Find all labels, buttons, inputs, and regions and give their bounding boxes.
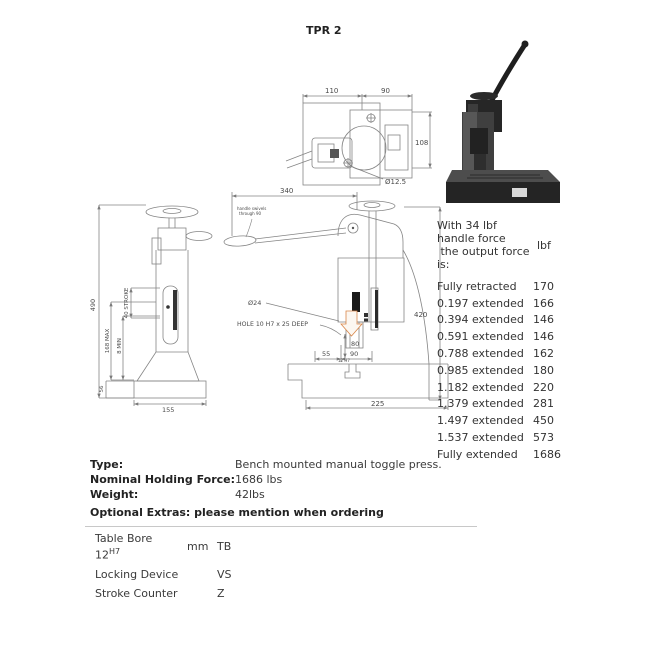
- dim-55-label: 55: [322, 350, 331, 358]
- extra-row-table-bore: [95, 532, 485, 562]
- spec-label: Nominal Holding Force:: [90, 473, 235, 486]
- force-table-header: [437, 219, 569, 271]
- force-row-label: 1.537 extended: [437, 431, 524, 445]
- photo-base-front: [446, 182, 560, 203]
- dim-340-label: 340: [280, 187, 294, 195]
- dim-90-label: 90: [350, 350, 359, 358]
- force-row-value: 162: [533, 347, 554, 361]
- force-header-line: With 34 lbf: [437, 219, 497, 232]
- drawing-top-view: [286, 87, 432, 186]
- force-row-label: Fully retracted: [437, 279, 517, 293]
- spec-label: Weight:: [90, 488, 139, 501]
- force-row-label: 0.985 extended: [437, 363, 524, 377]
- dim-420-label: 420: [414, 311, 428, 319]
- force-row-label: 0.394 extended: [437, 313, 524, 327]
- drawing-side-view: [89, 205, 212, 414]
- dia-24-label: Ø24: [248, 299, 262, 307]
- extra-row-locking-device: [95, 568, 485, 581]
- force-row-value: 573: [533, 431, 554, 445]
- spec-value: 42lbs: [235, 488, 265, 501]
- photo-base-top: [446, 170, 560, 182]
- dim-155-label: 155: [162, 406, 175, 414]
- force-header-line: handle force: [437, 232, 506, 245]
- force-table-row: [437, 412, 569, 429]
- extra-code: Z: [217, 586, 225, 600]
- force-row-value: 170: [533, 279, 554, 293]
- photo-base-label: [512, 188, 527, 197]
- force-row-label: 0.197 extended: [437, 296, 524, 310]
- product-photo: [446, 41, 560, 204]
- dim-90-top-label: 90: [381, 87, 390, 95]
- photo-handle: [492, 46, 524, 100]
- force-row-label: 1.497 extended: [437, 414, 524, 428]
- dim-168max-label: 168 MAX: [105, 328, 111, 354]
- force-row-value: 281: [533, 397, 554, 411]
- optional-extras-heading: Optional Extras: please mention when ordering: [90, 506, 384, 519]
- section-divider: [85, 526, 477, 527]
- extra-code: TB: [217, 540, 232, 554]
- force-table-row: [437, 295, 569, 312]
- spec-row-type: [90, 458, 485, 471]
- page-title: TPR 2: [306, 24, 342, 37]
- force-row-label: 1.379 extended: [437, 397, 524, 411]
- spec-row-holding-force: [90, 473, 485, 486]
- force-row-value: 1686: [533, 447, 561, 461]
- spec-value: 1686 lbs: [235, 473, 283, 486]
- force-table-rows: [437, 278, 569, 463]
- drawing-front-view: [224, 187, 448, 410]
- extra-code: VS: [217, 567, 232, 581]
- dim-stroke-label: 40 STROKE: [124, 287, 130, 319]
- extra-label: Table Bore $12^{H7}$: [95, 532, 153, 562]
- force-row-label: 0.788 extended: [437, 347, 524, 361]
- force-row-value: 450: [533, 414, 554, 428]
- spec-section: [90, 458, 485, 606]
- force-output-table: [437, 219, 569, 463]
- force-row-value: 220: [533, 380, 554, 394]
- dim-490-label: 490: [89, 298, 97, 312]
- handle-note-line1: handle swivels: [237, 206, 267, 211]
- hole-note: HOLE 10 H7 x 25 DEEP: [237, 321, 309, 328]
- force-row-label: 1.182 extended: [437, 380, 524, 394]
- dim-110-label: 110: [325, 87, 339, 95]
- force-table-row: [437, 396, 569, 413]
- force-header-line: is:: [437, 258, 450, 271]
- dim-8min-label: 8 MIN: [117, 338, 123, 354]
- force-header-line: the output force: [437, 245, 530, 258]
- spec-value: Bench mounted manual toggle press.: [235, 458, 442, 471]
- force-row-label: Fully extended: [437, 447, 518, 461]
- force-table-row: [437, 379, 569, 396]
- force-unit-label: lbf: [537, 238, 551, 252]
- force-table-row: [437, 429, 569, 446]
- extra-label: Stroke Counter: [95, 586, 178, 600]
- force-table-row: [437, 312, 569, 329]
- extra-row-stroke-counter: [95, 587, 485, 600]
- force-table-row: [437, 362, 569, 379]
- force-row-label: 0.591 extended: [437, 330, 524, 344]
- spec-row-weight: [90, 488, 485, 501]
- dim-225-label: 225: [371, 400, 385, 408]
- force-row-value: 180: [533, 363, 554, 377]
- spec-label: Type:: [90, 458, 124, 471]
- dia-12-5-label: Ø12.5: [385, 178, 407, 186]
- dim-56-label: 56: [99, 385, 105, 393]
- dim-108-label: 108: [415, 139, 429, 147]
- dim-80-label: 80: [351, 340, 360, 348]
- force-table-row: [437, 345, 569, 362]
- force-row-value: 146: [533, 313, 554, 327]
- force-row-value: 166: [533, 296, 554, 310]
- slot-note: 12 H7: [338, 358, 350, 363]
- handle-note-line2: through 90: [239, 211, 262, 216]
- force-table-row: [437, 328, 569, 345]
- extra-unit: mm: [187, 540, 209, 554]
- force-row-value: 146: [533, 330, 554, 344]
- extra-label: Locking Device: [95, 567, 179, 581]
- optional-extras-table: [90, 532, 485, 600]
- force-table-row: [437, 278, 569, 295]
